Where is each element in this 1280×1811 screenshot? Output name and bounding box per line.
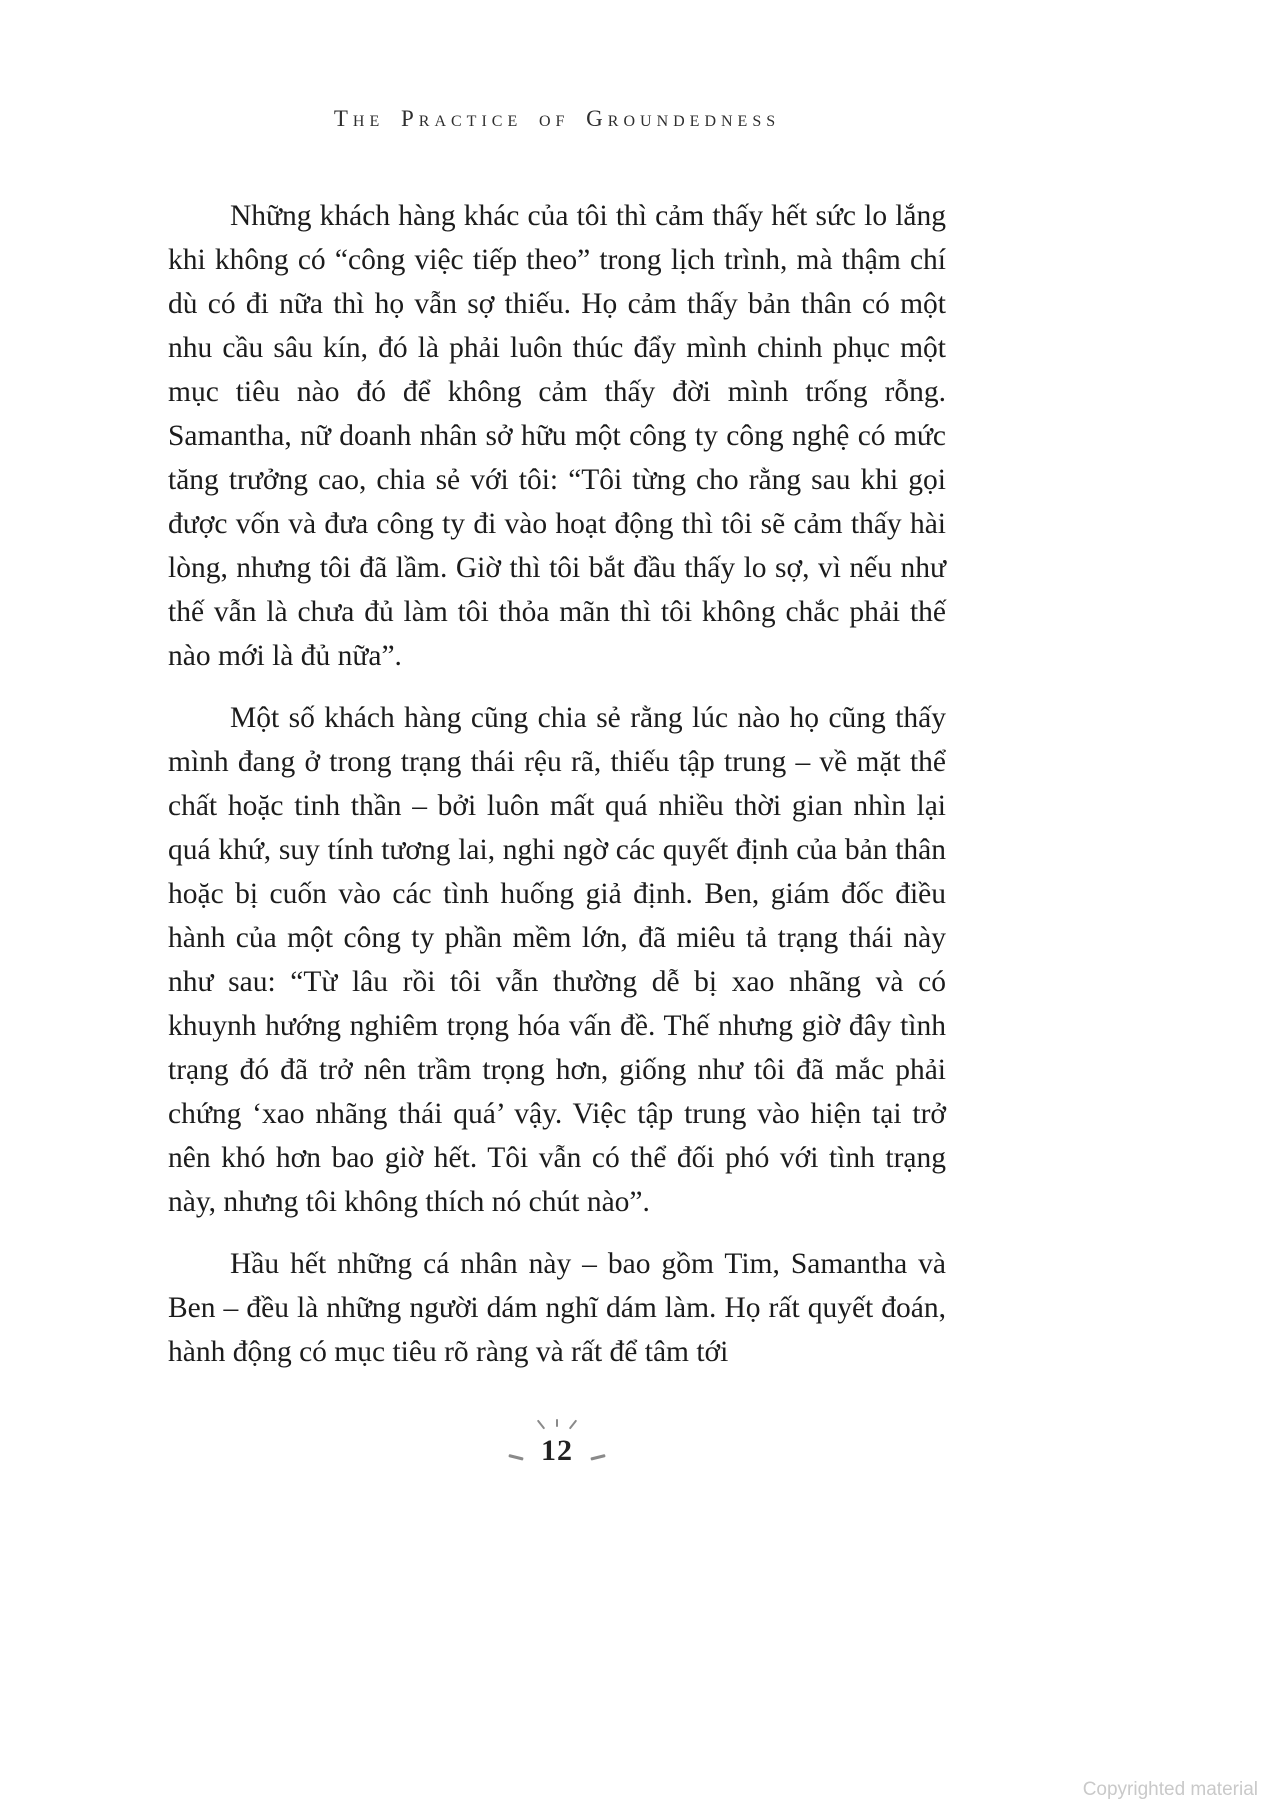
ray-middle-icon: [556, 1419, 558, 1427]
dash-right-icon: [590, 1454, 605, 1460]
paragraph: Một số khách hàng cũng chia sẻ rằng lúc nào họ cũng thấy mình đang ở trong trạng thái rệu rã, thiếu tập trung – về mặt thể chất hoặc tinh thần – bởi luôn mất quá nhiều thời gian nhìn lại quá khứ, suy tính tương lai, nghi ngờ các quyết định của bản thân hoặc bị cuốn vào các tình huống giả định. Ben, giám đốc điều hành của một công ty phần mềm lớn, đã miêu tả trạng thái này như sau: “Từ lâu rồi tôi vẫn thường dễ bị xao nhãng và có khuynh hướng nghiêm trọng hóa vấn đề. Thế nhưng giờ đây tình trạng đó đã trở nên trầm trọng hơn, giống như tôi đã mắc phải chứng ‘xao nhãng thái quá’ vậy. Việc tập trung vào hiện tại trở nên khó hơn bao giờ hết. Tôi vẫn có thể đối phó với tình trạng này, nhưng tôi không thích nó chút nào”.: [168, 702, 946, 1218]
body-text: [168, 194, 946, 1374]
paragraph: Hầu hết những cá nhân này – bao gồm Tim, Samantha và Ben – đều là những người dám nghĩ dám làm. Họ rất quyết đoán, hành động có mục tiêu rõ ràng và rất để tâm tới: [168, 1248, 946, 1368]
dash-left-icon: [508, 1454, 523, 1460]
copyright-watermark: Copyrighted material: [1082, 1779, 1258, 1800]
sunburst-ornament-icon: [540, 1416, 574, 1430]
page-number-row: [510, 1434, 604, 1468]
ray-left-icon: [537, 1420, 545, 1430]
page-number: 12: [541, 1434, 573, 1467]
ray-right-icon: [569, 1420, 577, 1430]
book-page: [168, 106, 946, 1468]
page-number-ornament: [168, 1416, 946, 1468]
paragraph: Những khách hàng khác của tôi thì cảm thấy hết sức lo lắng khi không có “công việc tiếp theo” trong lịch trình, mà thậm chí dù có đi nữa thì họ vẫn sợ thiếu. Họ cảm thấy bản thân có một nhu cầu sâu kín, đó là phải luôn thúc đẩy mình chinh phục một mục tiêu nào đó để không cảm thấy đời mình trống rỗng. Samantha, nữ doanh nhân sở hữu một công ty công nghệ có mức tăng trưởng cao, chia sẻ với tôi: “Tôi từng cho rằng sau khi gọi được vốn và đưa công ty đi vào hoạt động thì tôi sẽ cảm thấy hài lòng, nhưng tôi đã lầm. Giờ thì tôi bắt đầu thấy lo sợ, vì nếu như thế vẫn là chưa đủ làm tôi thỏa mãn thì tôi không chắc phải thế nào mới là đủ nữa”.: [168, 200, 946, 672]
running-header: The Practice of Groundedness: [333, 106, 781, 131]
